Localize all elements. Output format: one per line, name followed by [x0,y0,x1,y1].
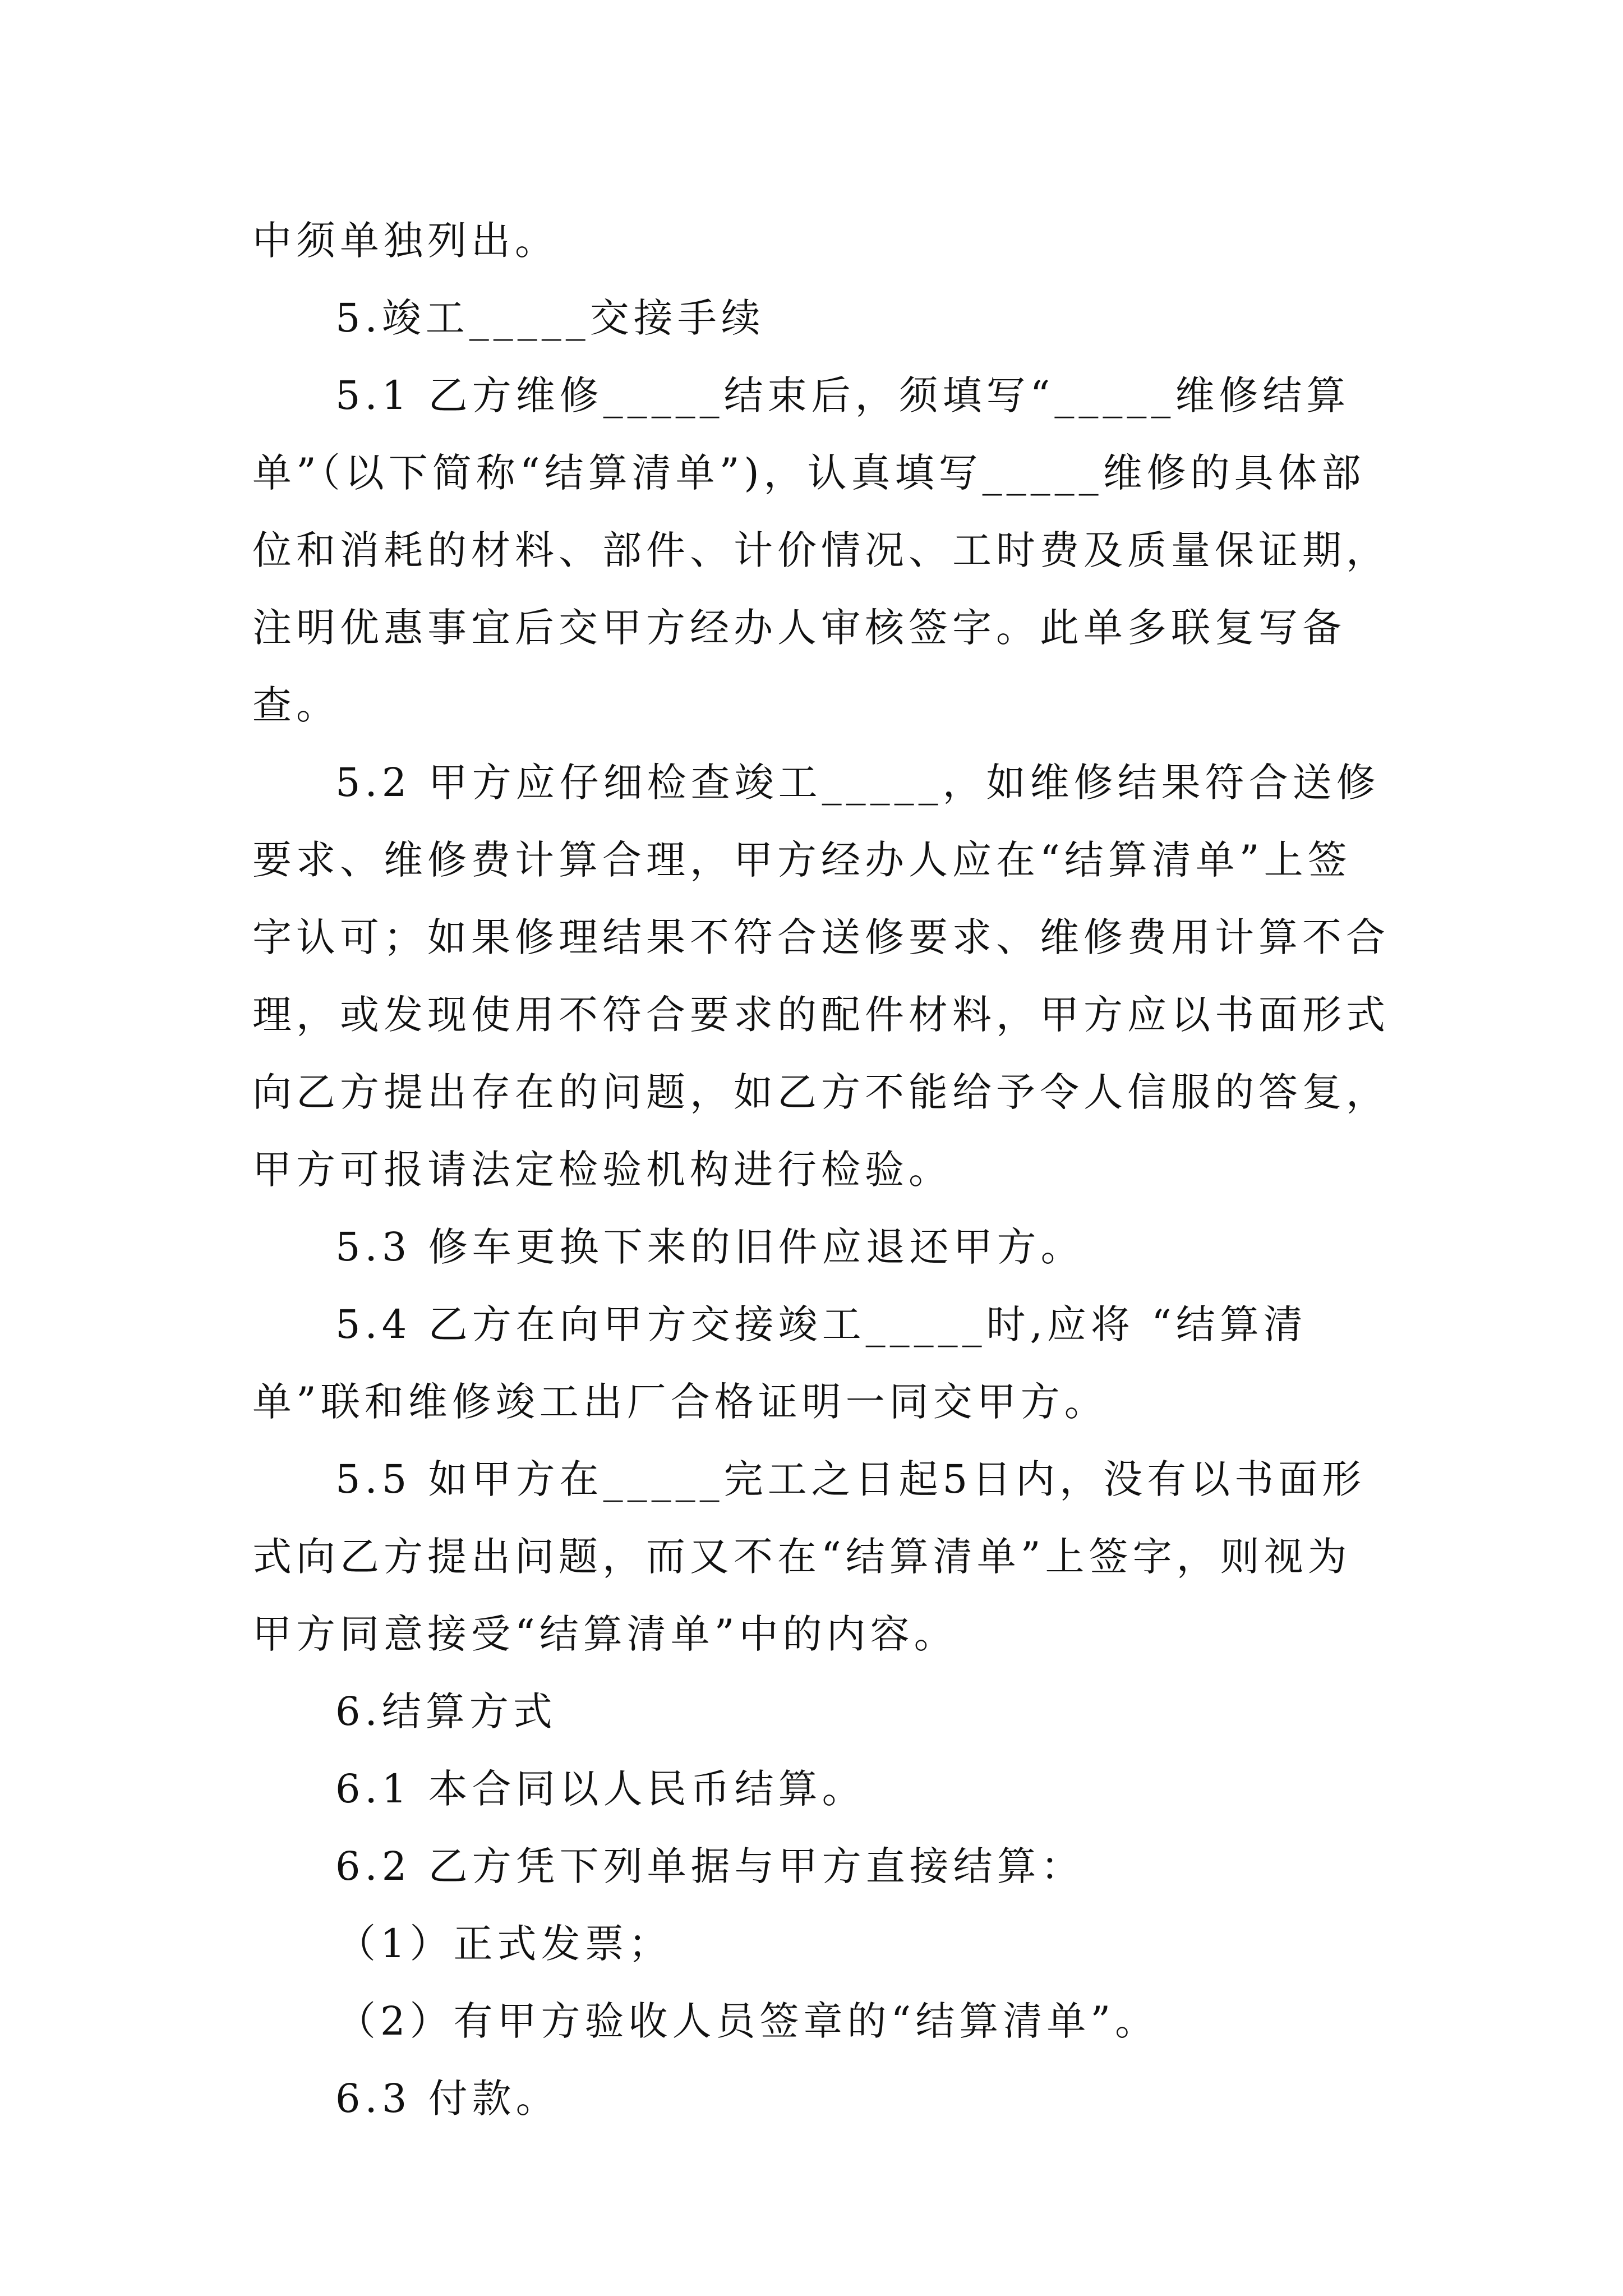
paragraph-continuation: 中须单独列出。 [252,218,559,264]
document-body [252,202,1391,2137]
clause-5-1: 5.1 乙方维修_____结束后，须填写“_____维修结算单”（以下简称“结算清单”)，认真填写_____维修的具体部位和消耗的材料、部件、计价情况、工时费及质量保证期，注明优惠事宜后交甲方经办人审核签字。此单多联复写备查。 [252,372,1390,728]
section-heading-6: 6.结算方式 [335,1688,557,1734]
clause-5-5: 5.5 如甲方在_____完工之日起5日内，没有以书面形式向乙方提出问题，而又不在“结算清单”上签字，则视为甲方同意接受“结算清单”中的内容。 [252,1456,1366,1657]
clause-6-3: 6.3 付款。 [335,2076,560,2122]
clause-5-2: 5.2 甲方应仔细检查竣工_____，如维修结果符合送修要求、维修费计算合理，甲方经办人应在“结算清单”上签字认可；如果修理结果不符合送修要求、维修费用计算不合理，或发现使用不符合要求的配件材料，甲方应以书面形式向乙方提出存在的问题，如乙方不能给予令人信服的答复，甲方可报请法定检验机构进行检验。 [252,760,1390,1193]
list-item-2: （2）有甲方验收人员签章的“结算清单”。 [336,1998,1159,2044]
clause-6-2: 6.2 乙方凭下列单据与甲方直接结算： [335,1843,1085,1889]
clause-6-1: 6.1 本合同以人民币结算。 [335,1766,866,1812]
section-heading-5: 5.竣工_____交接手续 [335,295,765,341]
clause-5-4: 5.4 乙方在向甲方交接竣工_____时,应将 “结算清单”联和维修竣工出厂合格证明一同交甲方。 [252,1301,1307,1425]
clause-5-3: 5.3 修车更换下来的旧件应退还甲方。 [335,1224,1085,1270]
list-item-1: （1）正式发票； [336,1921,672,1967]
